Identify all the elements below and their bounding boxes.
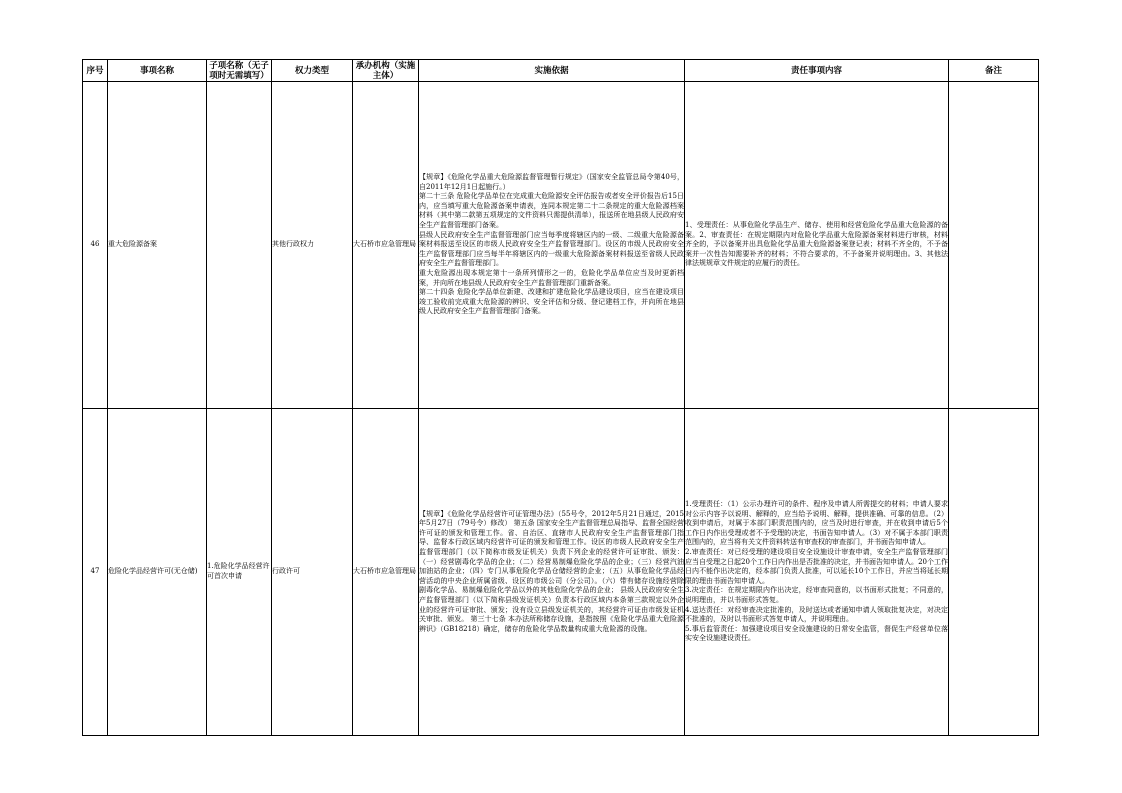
table-row (83, 82, 1039, 409)
cell-org: 大石桥市应急管理局 (353, 409, 419, 736)
header-type: 权力类型 (272, 60, 353, 82)
cell-resp (685, 82, 949, 409)
cell-note (949, 409, 1039, 736)
cell-note (949, 82, 1039, 409)
cell-seq: 47 (83, 409, 108, 736)
cell-basis (419, 82, 685, 409)
table-row (83, 409, 1039, 736)
basis-paragraph: 重大危险源出现本规定第十一条所列情形之一的，危险化学品单位应当及时更新档案，并向所在地县级人民政府安全生产监督管理部门重新备案。 (419, 268, 684, 287)
header-org: 承办机构（实施主体） (353, 60, 419, 82)
header-basis: 实施依据 (419, 60, 685, 82)
cell-name: 重大危险源备案 (108, 82, 207, 409)
cell-org: 大石桥市应急管理局 (353, 82, 419, 409)
header-sub: 子项名称（无子项时无需填写） (207, 60, 272, 82)
cell-sub (207, 82, 272, 409)
header-note: 备注 (949, 60, 1039, 82)
resp-paragraph: 3.决定责任：在规定期限内作出决定，经审查同意的，以书面形式批复；不同意的，说明理由，并以书面形式答复。 (685, 586, 948, 604)
resp-paragraph: 5.事后监管责任：加强建设项目安全设施建设的日常安全监管，督促生产经营单位落实安全设施建设责任。 (685, 624, 948, 643)
resp-paragraph: 2.审查责任：对已经受理的建设项目安全设施设计审查申请，安全生产监督管理部门应当自受理之日起20个工作日内作出是否批准的决定，并书面告知申请人。20个工作日内不能作出决定的，经本部门负责人批准，可以延长10个工作日，并应当将延长期限的理由书面告知申请人。 (685, 548, 948, 585)
cell-type: 行政许可 (272, 409, 353, 736)
resp-paragraph: 1.受理责任：（1）公示办理许可的条件、程序及申请人所需提交的材料；申请人要求对公示内容予以说明、解释的，应当给予说明、解释，提供准确、可靠的信息。（2）收到申请后，对属于本部门职责范围内的，应当及时进行审查，并在收到申请后5个工作日内作出受理或者不予受理的决定，书面告知申请人。（3）对不属于本部门职责范围内的，应当将有关文件资料转送有审查权的审查部门，并书面告知申请人。 (685, 500, 948, 547)
cell-basis (419, 409, 685, 736)
header-resp: 责任事项内容 (685, 60, 949, 82)
cell-seq: 46 (83, 82, 108, 409)
cell-resp (685, 409, 949, 736)
basis-paragraph: 第二十三条 危险化学品单位在完成重大危险源安全评估报告或者安全评价报告后15日内，应当填写重大危险源备案申请表，连同本规定第二十二条规定的重大危险源档案材料（其中第二款第五项规定的文件资料只需提供清单），报送所在地县级人民政府安全生产监督管理部门备案。 (419, 192, 684, 230)
cell-type: 其他行政权力 (272, 82, 353, 409)
table-header-row (83, 60, 1039, 82)
basis-paragraph: 【规章】《危险化学品经营许可证管理办法》（55号令，2012年5月21日通过，2015年5月27日（79号令）修改） 第五条 国家安全生产监督管理总局指导、监督全国经营许可证的颁发和管理工作。省、自治区、直辖市人民政府安全生产监督管理部门指导、监督本行政区域内经营许可证的颁发和管理工作。设区的市级人民政府安全生产监督管理部门（以下简称市级发证机关）负责下列企业的经营许可证审批、颁发：（一）经营剧毒化学品的企业；（二）经营易制爆危险化学品的企业；（三）经营汽油加油站的企业；（四）专门从事危险化学品仓储经营的企业；（五）从事危险化学品经营活动的中央企业所属省级、设区的市级公司（分公司）。（六）带有储存设施经营除剧毒化学品、易制爆危险化学品以外的其他危险化学品的企业； 县级人民政府安全生产监督管理部门（以下简称县级发证机关）负责本行政区域内本条第三款规定以外企业的经营许可证审批、颁发；没有设立县级发证机关的，其经营许可证由市级发证机关审批、颁发。 第三十七条 本办法所称储存设施，是指按照《危险化学品重大危险源辨识》（GB18218）确定，储存的危险化学品数量构成重大危险源的设施。 (419, 509, 684, 633)
header-seq: 序号 (83, 60, 108, 82)
cell-name: 危险化学品经营许可(无仓储) (108, 409, 207, 736)
basis-paragraph: 第二十四条 危险化学品单位新建、改建和扩建危险化学品建设项目，应当在建设项目竣工验收前完成重大危险源的辨识、安全评估和分级、登记建档工作，并向所在地县级人民政府安全生产监督管理部门备案。 (419, 288, 684, 316)
header-name: 事项名称 (108, 60, 207, 82)
basis-paragraph: 【规章】《危险化学品重大危险源监督管理暂行规定》（国家安全监管总局令第40号，自2011年12月1日起施行。） (419, 173, 684, 191)
permission-table (82, 59, 1039, 736)
basis-paragraph: 县级人民政府安全生产监督管理部门应当每季度将辖区内的一级、二级重大危险源备案材料报送至设区的市级人民政府安全生产监督管理部门。设区的市级人民政府安全生产监督管理部门应当每半年将辖区内的一级重大危险源备案材料报送至省级人民政府安全生产监督管理部门。 (419, 230, 684, 268)
resp-paragraph: 4.送达责任：对经审查决定批准的，及时送达或者通知申请人领取批复决定，对决定不批准的，及时以书面形式答复申请人，并说明理由。 (685, 605, 948, 624)
cell-sub: 1.危险化学品经营许可首次申请 (207, 409, 272, 736)
resp-paragraph: 1、受理责任：从事危险化学品生产、储存、使用和经营危险化学品重大危险源的备案。2、审查责任：在规定期限内对危险化学品重大危险源备案材料进行审核，材料齐全的，予以备案并出具危险化学品重大危险源备案登记表；材料不齐全的，不予备案并一次性告知需要补齐的材料；不符合要求的，不予备案并说明理由。3、其他法律法规规章文件规定的应履行的责任。 (685, 221, 948, 268)
